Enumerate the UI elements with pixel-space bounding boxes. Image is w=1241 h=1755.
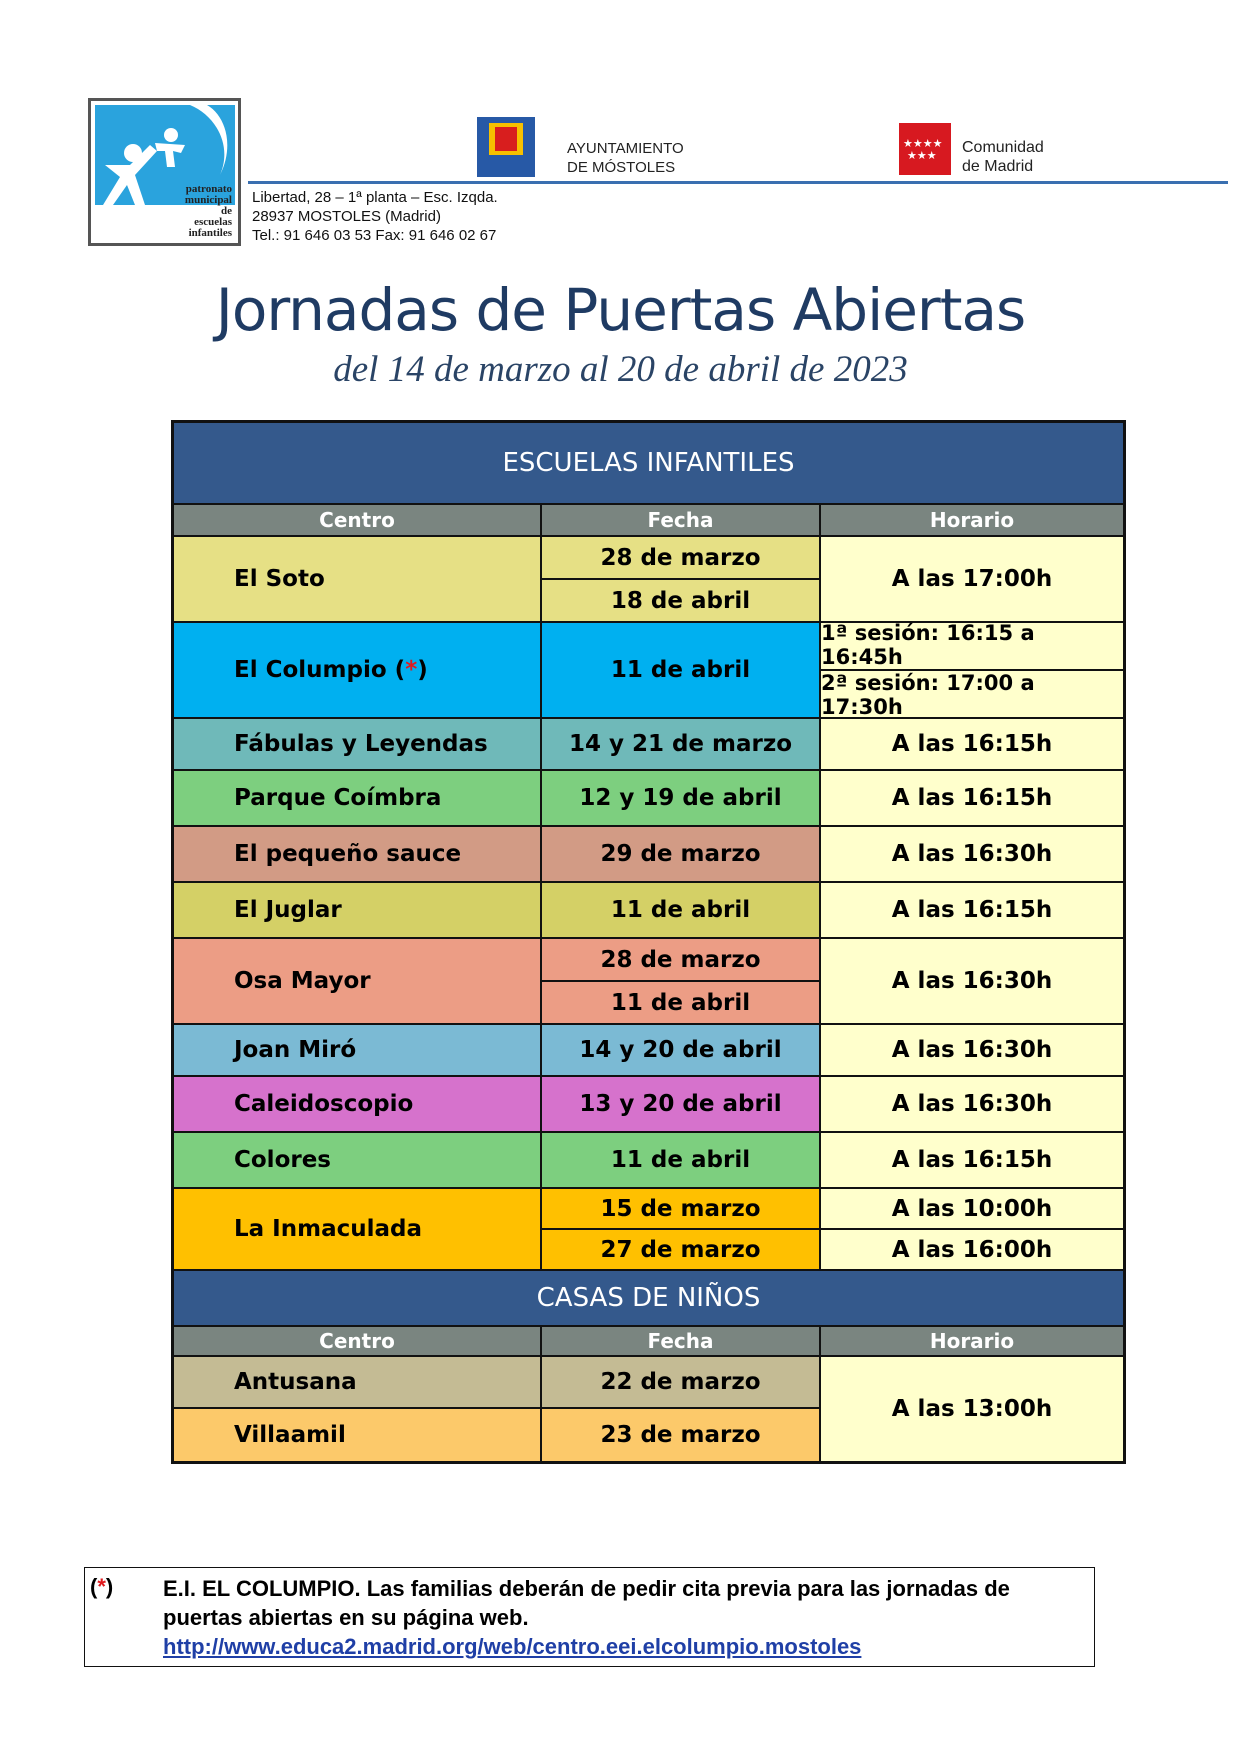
horario-cell	[821, 883, 1123, 937]
fecha-cell	[542, 537, 821, 621]
centro-cell	[174, 1189, 542, 1269]
centro-name-close: )	[417, 657, 428, 683]
fecha-cell	[542, 623, 821, 717]
page-title: Jornadas de Puertas Abiertas	[215, 276, 1026, 344]
centro-name: Parque Coímbra	[234, 785, 442, 811]
footnote-box	[84, 1567, 1095, 1667]
header-rule	[248, 181, 1228, 184]
fecha-text: 18 de abril	[542, 578, 819, 621]
fecha-cell	[542, 1189, 821, 1269]
fecha-cell	[542, 719, 821, 769]
fecha-text: 22 de marzo	[600, 1369, 761, 1395]
horario-cell	[821, 1357, 1123, 1461]
fecha-text: 14 y 20 de abril	[579, 1037, 782, 1063]
centro-cell	[174, 939, 542, 1023]
table-row	[174, 1357, 821, 1409]
horario-text: A las 16:15h	[891, 1147, 1053, 1173]
fecha-cell	[542, 939, 821, 1023]
horario-text: A las 16:30h	[891, 1037, 1053, 1063]
table-row	[174, 883, 1123, 939]
centro-cell	[174, 827, 542, 881]
horario-text: A las 13:00h	[891, 1396, 1053, 1422]
centro-name: Caleidoscopio	[234, 1091, 414, 1117]
centro-cell	[174, 1025, 542, 1075]
centro-name: Villaamil	[234, 1422, 346, 1448]
centro-cell	[174, 537, 542, 621]
fecha-cell	[542, 1025, 821, 1075]
section-title: ESCUELAS INFANTILES	[174, 423, 1123, 503]
section-title: CASAS DE NIÑOS	[174, 1271, 1123, 1325]
fecha-cell	[542, 1077, 821, 1131]
horario-text: A las 16:30h	[891, 1091, 1053, 1117]
comunidad-madrid-logo	[899, 123, 951, 175]
ayuntamiento-label-line: DE MÓSTOLES	[567, 159, 676, 176]
column-header-horario: Horario	[821, 505, 1123, 535]
table-row	[174, 1189, 1123, 1269]
horario-cell	[821, 771, 1123, 825]
fecha-text: 13 y 20 de abril	[579, 1091, 782, 1117]
ayuntamiento-label-line: AYUNTAMIENTO	[567, 140, 684, 157]
pmei-text-line: municipal	[184, 194, 232, 206]
horario-cell	[821, 939, 1123, 1023]
address-line: 28937 MOSTOLES (Madrid)	[252, 208, 441, 225]
footnote-body: E.I. EL COLUMPIO. Las familias deberán de pedir cita previa para las jornadas de puertas abiertas en su página web.	[163, 1576, 1010, 1630]
fecha-text: 29 de marzo	[600, 841, 761, 867]
footnote-star: *	[97, 1574, 106, 1599]
horario-cell	[821, 623, 1123, 717]
footnote-text	[163, 1574, 1083, 1661]
star-icon	[899, 123, 951, 175]
table-row	[174, 1133, 1123, 1189]
column-header-fecha: Fecha	[542, 1327, 821, 1355]
centro-cell	[174, 623, 542, 717]
fecha-text: 15 de marzo	[600, 1195, 761, 1222]
pmei-text	[162, 184, 232, 239]
centro-cell	[174, 1133, 542, 1187]
horario-text: A las 16:00h	[821, 1228, 1123, 1269]
table-row	[174, 827, 1123, 883]
footnote-paren: )	[105, 1574, 114, 1599]
centro-name: Osa Mayor	[234, 968, 371, 994]
horario-cell	[821, 537, 1123, 621]
asterisk-mark: *	[405, 657, 418, 683]
horario-cell	[821, 1025, 1123, 1075]
fecha-text: 12 y 19 de abril	[579, 785, 782, 811]
fecha-text: 11 de abril	[610, 1147, 751, 1173]
address	[252, 188, 498, 245]
centro-name: El Columpio (	[234, 657, 406, 683]
table-row	[174, 719, 1123, 771]
columpio-web-link[interactable]: http://www.educa2.madrid.org/web/centro.eei.elcolumpio.mostoles	[163, 1634, 862, 1659]
comunidad-label-line: Comunidad	[962, 139, 1044, 156]
table-row	[174, 1409, 821, 1461]
centro-name: El Juglar	[234, 897, 342, 923]
fecha-text: 28 de marzo	[600, 946, 761, 973]
column-header-row	[174, 1327, 1123, 1357]
fecha-cell	[542, 1357, 821, 1407]
column-header-horario: Horario	[821, 1327, 1123, 1355]
svg-text:★★★: ★★★	[907, 149, 937, 162]
horario-text: A las 16:30h	[891, 841, 1053, 867]
horario-text: A las 10:00h	[891, 1195, 1053, 1222]
section-header-casas	[174, 1269, 1123, 1327]
table-row	[174, 1025, 1123, 1077]
fecha-text: 23 de marzo	[600, 1422, 761, 1448]
page-subtitle: del 14 de marzo al 20 de abril de 2023	[333, 349, 908, 390]
casas-block	[174, 1357, 1123, 1461]
horario-cell	[821, 827, 1123, 881]
fecha-cell	[542, 883, 821, 937]
horario-text: A las 16:15h	[891, 731, 1053, 757]
fecha-text: 28 de marzo	[600, 544, 761, 571]
centro-name: Fábulas y Leyendas	[234, 731, 488, 757]
table-row	[174, 537, 1123, 623]
pmei-text-line: de	[221, 205, 232, 217]
fecha-text: 27 de marzo	[542, 1228, 819, 1269]
fecha-cell	[542, 1133, 821, 1187]
table-row	[174, 939, 1123, 1025]
centro-name: La Inmaculada	[234, 1216, 422, 1242]
centro-name: El Soto	[234, 566, 325, 592]
fecha-cell	[542, 1409, 821, 1461]
pmei-logo	[88, 98, 241, 246]
centro-cell	[174, 883, 542, 937]
section-header-escuelas	[174, 423, 1123, 505]
horario-text: A las 17:00h	[891, 566, 1053, 592]
centro-cell	[174, 1077, 542, 1131]
table-row	[174, 623, 1123, 719]
horario-cell	[821, 1133, 1123, 1187]
horario-text: 2ª sesión: 17:00 a 17:30h	[821, 669, 1123, 719]
horario-text: A las 16:15h	[891, 785, 1053, 811]
horario-cell	[821, 1189, 1123, 1269]
schedule-table	[171, 420, 1126, 1464]
centro-cell	[174, 1357, 542, 1407]
column-header-centro: Centro	[174, 505, 542, 535]
fecha-text: 11 de abril	[542, 980, 819, 1023]
table-row	[174, 771, 1123, 827]
fecha-text: 14 y 21 de marzo	[568, 731, 793, 757]
fecha-cell	[542, 771, 821, 825]
fecha-cell	[542, 827, 821, 881]
comunidad-label	[962, 138, 1044, 176]
svg-text:★★★★: ★★★★	[903, 137, 943, 150]
centro-name: Colores	[234, 1147, 331, 1173]
pmei-text-line: escuelas	[194, 216, 232, 228]
centro-name: El pequeño sauce	[234, 841, 462, 867]
footnote-mark	[90, 1574, 113, 1600]
ayuntamiento-label	[567, 139, 684, 177]
comunidad-label-line: de Madrid	[962, 158, 1034, 175]
pmei-text-line: infantiles	[188, 227, 232, 239]
column-header-row	[174, 505, 1123, 537]
horario-cell	[821, 719, 1123, 769]
address-line: Tel.: 91 646 03 53 Fax: 91 646 02 67	[252, 227, 497, 244]
footnote-paren: (	[90, 1574, 98, 1599]
centro-name: Joan Miró	[234, 1037, 357, 1063]
table-row	[174, 1077, 1123, 1133]
centro-name: Antusana	[234, 1369, 357, 1395]
pmei-text-line: patronato	[185, 183, 232, 195]
address-line: Libertad, 28 – 1ª planta – Esc. Izqda.	[252, 189, 498, 206]
ayuntamiento-logo	[477, 117, 535, 177]
column-header-fecha: Fecha	[542, 505, 821, 535]
escuelas-rows	[174, 537, 1123, 1269]
casas-left	[174, 1357, 821, 1461]
horario-text: A las 16:15h	[891, 897, 1053, 923]
centro-cell	[174, 1409, 542, 1461]
centro-cell	[174, 771, 542, 825]
fecha-text: 11 de abril	[610, 897, 751, 923]
horario-cell	[821, 1077, 1123, 1131]
centro-cell	[174, 719, 542, 769]
horario-text: 1ª sesión: 16:15 a 16:45h	[821, 621, 1035, 669]
fecha-text: 11 de abril	[610, 657, 751, 683]
horario-text: A las 16:30h	[891, 968, 1053, 994]
column-header-centro: Centro	[174, 1327, 542, 1355]
